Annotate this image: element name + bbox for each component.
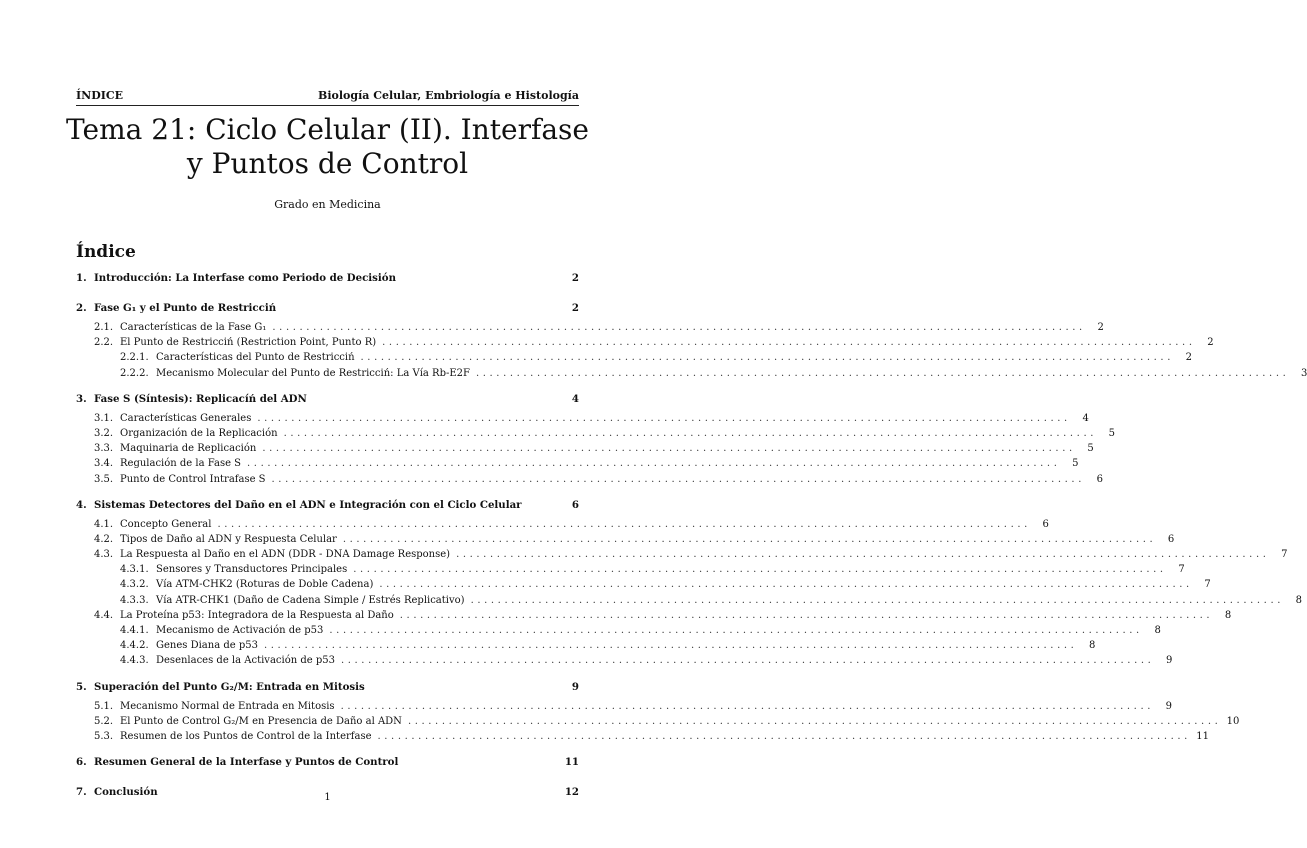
toc-entry-page: 2: [571, 302, 579, 314]
toc-entry-number: 5.: [76, 680, 87, 693]
toc-dot-leader: ........................................................................................................................: [247, 458, 1061, 470]
toc-entry-number: 4.2.: [94, 533, 114, 545]
toc-dot-leader: ........................................................................................................................: [382, 337, 1196, 349]
toc-entry-page: 10: [1226, 715, 1240, 727]
toc-entry-page: 4: [571, 392, 579, 405]
toc-dot-leader: ........................................................................................................................: [475, 367, 1290, 379]
toc-entry[interactable]: [76, 730, 1209, 746]
toc-entry-title: El Punto de Control G₂/M en Presencia de Daño al ADN: [120, 715, 402, 727]
toc-entry-page: 2: [1185, 352, 1192, 364]
toc-entry[interactable]: [76, 715, 1240, 731]
toc-entry-page: 3: [1301, 367, 1307, 379]
toc-entry[interactable]: [76, 337, 1214, 352]
toc-entry-title: Tipos de Daño al ADN y Respuesta Celular: [120, 533, 337, 545]
toc-entry-number: 4.1.: [94, 518, 114, 530]
toc-entry[interactable]: [76, 427, 1116, 443]
toc-dot-leader: ........................................................................................................................: [272, 322, 1086, 333]
toc-entry-page: 4: [1082, 412, 1089, 424]
toc-dot-leader: ........................................................................................................................: [340, 700, 1155, 712]
toc-heading: Índice: [76, 242, 136, 262]
toc-entry-page: 11: [564, 756, 579, 769]
toc-entry-number: 3.4.: [94, 458, 114, 470]
toc-entry-number: 3.5.: [94, 473, 114, 485]
toc-entry-number: 4.: [76, 498, 87, 511]
toc-entry-number: 5.1.: [94, 700, 114, 712]
toc-dot-leader: ........................................................................................................................: [262, 443, 1076, 455]
toc-entry[interactable]: [76, 473, 1103, 489]
toc-entry-page: 6: [1042, 518, 1049, 530]
header-rule: [76, 105, 579, 106]
toc-entry-page: 8: [1154, 625, 1161, 636]
toc-entry-page: 9: [1166, 655, 1173, 667]
toc-entry[interactable]: [76, 609, 1232, 625]
toc-entry-title: Resumen General de la Interfase y Puntos de Control: [94, 756, 399, 769]
toc-entry-title: Maquinaria de Replicación: [120, 443, 257, 455]
toc-entry[interactable]: [76, 564, 1185, 579]
toc-entry-title: Vía ATR-CHK1 (Daño de Cadena Simple / Estrés Replicativo): [156, 594, 465, 606]
toc-entry-number: 2.2.2.: [120, 367, 149, 379]
toc-entry-page: 2: [571, 272, 579, 284]
toc-entry-number: 4.3.1.: [120, 564, 149, 576]
toc-entry-number: 3.1.: [94, 412, 114, 424]
toc-entry[interactable]: [76, 412, 1089, 428]
toc-entry-title: Sistemas Detectores del Daño en el ADN e Integración con el Ciclo Celular: [94, 498, 522, 511]
toc-dot-leader: ........................................................................................................................: [456, 549, 1270, 561]
toc-entry-page: 5: [1072, 458, 1079, 470]
toc-entry[interactable]: [76, 322, 1104, 337]
toc-dot-leader: ........................................................................................................................: [271, 473, 1085, 485]
table-of-contents: [76, 270, 1307, 814]
toc-entry[interactable]: [76, 640, 1096, 655]
toc-entry-page: 7: [1281, 549, 1288, 561]
toc-entry-title: Concepto General: [120, 518, 212, 530]
toc-entry-title: Sensores y Transductores Principales: [156, 564, 348, 576]
toc-entry-number: 2.2.1.: [120, 352, 149, 364]
toc-entry[interactable]: [76, 754, 579, 776]
toc-entry[interactable]: [76, 579, 1211, 594]
toc-entry-title: Características Generales: [120, 412, 252, 424]
toc-dot-leader: ........................................................................................................................: [257, 412, 1071, 424]
toc-entry[interactable]: [76, 352, 1192, 367]
toc-dot-leader: ........................................................................................................................: [407, 715, 1222, 727]
toc-entry-number: 2.1.: [94, 322, 114, 333]
toc-dot-leader: ........................................................................................................................: [353, 564, 1167, 576]
toc-section: [76, 754, 579, 776]
toc-entry[interactable]: [76, 458, 1079, 473]
toc-dot-leader: ........................................................................................................................: [342, 533, 1157, 545]
toc-entry-title: Fase S (Síntesis): Replicacíń del ADN: [94, 392, 307, 405]
toc-entry-page: 9: [571, 680, 579, 693]
header-right: Biología Celular, Embriología e Histología: [318, 89, 579, 102]
toc-entry-number: 3.2.: [94, 427, 114, 439]
toc-entry[interactable]: [76, 594, 1303, 610]
toc-entry[interactable]: [76, 497, 579, 519]
page-number: 1: [324, 792, 331, 803]
toc-entry-title: La Proteína p53: Integradora de la Respuesta al Daño: [120, 609, 394, 621]
toc-entry-page: 2: [1207, 337, 1214, 349]
toc-entry-title: Conclusión: [94, 786, 158, 799]
toc-entry-title: Características del Punto de Restricciń: [156, 352, 355, 364]
toc-entry-title: Fase G₁ y el Punto de Restricciń: [94, 302, 277, 314]
toc-entry-page: 12: [564, 786, 579, 799]
toc-entry-title: Características de la Fase G₁: [120, 322, 267, 333]
toc-entry-title: Mecanismo Molecular del Punto de Restricciń: La Vía Rb-E2F: [156, 367, 470, 379]
toc-entry-number: 4.4.: [94, 609, 114, 621]
toc-entry[interactable]: [76, 443, 1094, 458]
document-subtitle: Grado en Medicina: [274, 198, 381, 211]
toc-entry-page: 9: [1165, 700, 1173, 712]
toc-entry-page: 7: [1178, 564, 1185, 576]
toc-entry-number: 5.2.: [94, 715, 114, 727]
toc-dot-leader: ........................................................................................................................: [263, 640, 1078, 652]
toc-entry-number: 6.: [76, 756, 87, 769]
toc-entry[interactable]: [76, 367, 1307, 383]
toc-dot-leader: ........................................................................................................................: [329, 625, 1143, 636]
toc-entry[interactable]: [76, 700, 1173, 716]
title-line-2: y Puntos de Control: [186, 147, 469, 180]
toc-entry-title: Vía ATM-CHK2 (Roturas de Doble Cadena): [156, 579, 374, 591]
toc-section: [76, 679, 1240, 747]
toc-entry[interactable]: [76, 655, 1173, 670]
toc-entry[interactable]: [76, 300, 579, 322]
toc-section: [76, 300, 1307, 383]
toc-entry-number: 7.: [76, 786, 87, 799]
toc-dot-leader: ........................................................................................................................: [377, 730, 1191, 742]
toc-entry-number: 2.2.: [94, 337, 114, 349]
toc-entry-page: 6: [571, 498, 579, 511]
document-title: [40, 113, 615, 181]
toc-entry-title: Punto de Control Intrafase S: [120, 473, 266, 485]
toc-dot-leader: ........................................................................................................................: [399, 609, 1214, 621]
toc-entry-number: 4.4.3.: [120, 655, 149, 667]
toc-dot-leader: ........................................................................................................................: [470, 594, 1285, 606]
toc-entry-page: 8: [1089, 640, 1096, 652]
toc-dot-leader: ........................................................................................................................: [283, 427, 1098, 439]
toc-entry-title: El Punto de Restricciń (Restriction Point, Punto R): [120, 337, 377, 349]
toc-entry-title: Superación del Punto G₂/M: Entrada en Mitosis: [94, 680, 365, 693]
toc-entry[interactable]: [76, 549, 1288, 564]
toc-entry[interactable]: [76, 679, 579, 701]
toc-entry[interactable]: [76, 518, 1049, 534]
toc-entry-page: 11: [1196, 730, 1209, 742]
toc-entry-page: 5: [1108, 427, 1116, 439]
toc-entry-number: 5.3.: [94, 730, 114, 742]
toc-entry-page: 8: [1295, 594, 1303, 606]
toc-entry-title: Regulación de la Fase S: [120, 458, 242, 470]
toc-entry[interactable]: [76, 533, 1175, 549]
toc-dot-leader: ........................................................................................................................: [340, 655, 1155, 667]
toc-entry-number: 4.4.2.: [120, 640, 149, 652]
toc-dot-leader: ........................................................................................................................: [217, 518, 1031, 530]
toc-entry-page: 8: [1224, 609, 1232, 621]
toc-entry-number: 4.3.: [94, 549, 114, 561]
toc-entry-number: 4.4.1.: [120, 625, 149, 636]
toc-entry-title: Mecanismo de Activación de p53: [156, 625, 324, 636]
toc-entry-title: Resumen de los Puntos de Control de la Interfase: [120, 730, 372, 742]
running-header: [76, 89, 579, 105]
toc-entry-title: Introducción: La Interfase como Periodo de Decisión: [94, 272, 396, 284]
toc-entry-title: Genes Diana de p53: [156, 640, 258, 652]
title-line-1: Tema 21: Ciclo Celular (II). Interfase: [66, 113, 589, 146]
toc-section: [76, 497, 1303, 671]
toc-section: [76, 391, 1116, 489]
toc-entry-number: 4.3.3.: [120, 594, 149, 606]
toc-entry-number: 1.: [76, 272, 87, 284]
toc-entry[interactable]: [76, 625, 1161, 640]
toc-entry-title: Mecanismo Normal de Entrada en Mitosis: [120, 700, 335, 712]
toc-entry-page: 2: [1097, 322, 1104, 333]
toc-dot-leader: ........................................................................................................................: [360, 352, 1174, 364]
toc-entry-number: 2.: [76, 302, 87, 314]
toc-entry-title: Desenlaces de la Activación de p53: [156, 655, 335, 667]
toc-entry-page: 6: [1167, 533, 1175, 545]
header-left: ÍNDICE: [76, 89, 124, 102]
toc-dot-leader: ........................................................................................................................: [379, 579, 1193, 591]
toc-entry-number: 3.: [76, 392, 87, 405]
toc-entry-title: Organización de la Replicación: [120, 427, 278, 439]
toc-entry[interactable]: [76, 270, 579, 292]
toc-entry-page: 5: [1087, 443, 1094, 455]
toc-entry-number: 3.3.: [94, 443, 114, 455]
toc-entry-page: 7: [1204, 579, 1211, 591]
toc-entry[interactable]: [76, 391, 579, 413]
toc-entry-number: 4.3.2.: [120, 579, 149, 591]
toc-entry-title: La Respuesta al Daño en el ADN (DDR - DNA Damage Response): [120, 549, 451, 561]
toc-entry-page: 6: [1096, 473, 1103, 485]
toc-section: [76, 270, 579, 292]
